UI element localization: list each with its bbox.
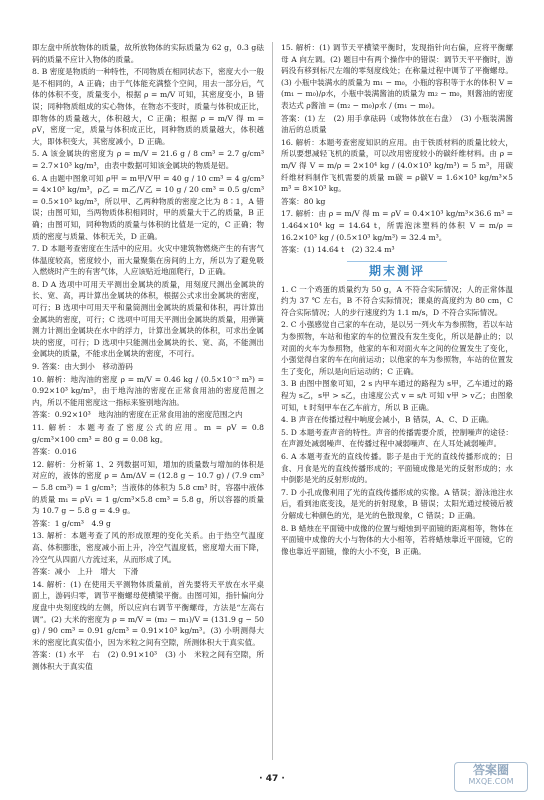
watermark-url: MXQE.COM	[468, 777, 514, 786]
section-title: 期末测评	[347, 261, 447, 281]
answer-paragraph: 8. B 蜡烛在平面镜中成像的位置与蜡烛到平面镜的距离相等，物体在平面镜中成像的大小与物体的大小相等，若将蜡烛靠近平面镜，它的像也靠近平面镜，像的大小不变，B 正确。	[281, 523, 513, 556]
answer-paragraph: 10. 解析：地沟油的密度 ρ = m/V = 0.46 kg / (0.5×10⁻³ m³) = 0.92×10³ kg/m³，由于地沟油的密度在正常食用油的密度范围之内，所以不能用密度这一指标来鉴别地沟油。	[32, 374, 264, 407]
right-column-top	[281, 42, 513, 256]
answer-paragraph: 12. 解析：分析第 1、2 列数据可知，增加的质量数与增加的体积是对应的，液体的密度 ρ = Δm/ΔV = (12.8 g − 10.7 g) / (7.9 cm³ − 5.8 cm³) = 1 g/cm³；当液体的体积为 5.8 cm³ 时，容器中液体的质量 m₁ = ρV₁ = 1 g/cm³×5.8 cm³ = 5.8 g，所以容器的质量为 10.7 g − 5.8 g = 4.9 g。	[32, 459, 264, 516]
answer-paragraph: 答案：80 kg	[281, 196, 326, 206]
answer-paragraph: 8. B 密度是物质的一种特性，不同物质在相同状态下，密度大小一般是不相同的，A 正确；由于气体能充满整个空间，用去一部分后，气体的体积不变，质量变小，根据 ρ = m/V 可知，其密度变小，B 错误；同种物质组成的实心物体，在物态不变时，质量与体积成正比，即物体的质量越大，体积越大，C 正确；根据 ρ = m/V 得 m = ρV，密度一定，质量与体积成正比，同种物质的质量越大，体积越大，即体积变大，其密度减小，D 正确。	[32, 67, 264, 146]
answer-paragraph: 17. 解析：由 ρ = m/V 得 m = ρV = 0.4×10³ kg/m³×36.6 m³ = 1.464×10⁴ kg = 14.64 t，所需泡沫塑料的体积 V = m/ρ = 16.2×10³ kg / (0.5×10³ kg/m³) = 32.4 m³。	[281, 209, 513, 242]
answer-paragraph: 9. 答案：由大到小 移动游码	[32, 362, 133, 372]
answer-paragraph: 答案：0.92×10³ 地沟油的密度在正常食用油的密度范围之内	[32, 410, 243, 420]
answer-paragraph: 4. B 声音在传播过程中响度会减小，B 错误，A、C、D 正确。	[281, 415, 494, 425]
answer-paragraph: 6. A 本题考查光的直线传播。影子是由于光的直线传播形成的；日食、月食是光的直线传播形成的；平面镜成像是光的反射形成的；水中倒影是光的反射形成的。	[281, 452, 513, 485]
answer-paragraph: 11. 解析：本题考查了密度公式的应用。m = ρV = 0.8 g/cm³×100 cm³ = 80 g = 0.08 kg。	[32, 423, 264, 444]
answer-paragraph: 答案：(1) 14.64 t (2) 32.4 m³	[281, 245, 395, 255]
answer-paragraph: 答案：1 g/cm³ 4.9 g	[32, 518, 111, 528]
answer-paragraph: 16. 解析：本题考查密度知识的应用。由于铁质材料的质量比较大，所以要想减轻飞机的质量，可以改用密度较小的碳纤维材料。由 ρ = m/V 得 V = m/ρ = 2×10⁴ kg / (4.0×10³ kg/m³) = 5 m³，用碳纤维材料制作飞机需要的质量 m碳 = ρ碳V = 1.6×10³ kg/m³×5 m³ = 8×10³ kg。	[281, 137, 513, 194]
left-column	[32, 42, 264, 760]
answer-paragraph: 答案：(1) 水平 右 (2) 0.91×10³ (3) 小 米粒之间有空隙，所测体积大于真实值	[32, 650, 264, 671]
answer-paragraph: 13. 解析：本题考查了风的形成原理的变化关系。由于热空气温度高、体积膨胀，密度减小而上升，冷空气温度低，密度增大而下降，冷空气从四面八方流过来，从而形成了风。	[32, 531, 264, 564]
answer-paragraph: 即左盘中所放物体的质量，故所放物体的实际质量为 62 g，0.3 g砝码的质量不应计入物体的质量。	[32, 43, 264, 64]
answer-paragraph: 1. C 一个鸡蛋的质量约为 50 g，A 不符合实际情况；人的正常体温约为 37 ℃ 左右，B 不符合实际情况；课桌的高度约为 80 cm，C 符合实际情况；人的步行速度约为 1.1 m/s，D 不符合实际情况。	[281, 284, 513, 317]
answer-paragraph: 5. D 本题考查声音的特性。声音的传播需要介质，控制噪声的途径：在声源处减弱噪声、在传播过程中减弱噪声、在人耳处减弱噪声。	[281, 427, 513, 449]
watermark-logo	[454, 762, 528, 792]
right-column	[281, 42, 513, 760]
right-column-bottom	[281, 284, 513, 558]
answer-paragraph: 答案：0.016	[32, 447, 77, 457]
answer-paragraph: 3. B 由图中图象可知，2 s 内甲车通过的路程为 s甲，乙车通过的路程为 s乙，s甲 > s乙，由速度公式 v = s/t 可知 v甲 > v乙；由图象可知，t 时刻甲车在乙车前方，所以 B 正确。	[281, 379, 513, 412]
answer-paragraph: 6. A 由题中图象可知 ρ甲 = m甲/V甲 = 40 g / 10 cm³ = 4 g/cm³ = 4×10³ kg/m³，ρ乙 = m乙/V乙 = 10 g / 20 cm³ = 0.5 g/cm³ = 0.5×10³ kg/m³，所以甲、乙两种物质的密度之比为 8∶1，A 错误；由图可知，当两物质体积相同时，甲的质量大于乙的质量，B 正确；由图可知，同种物质的质量与体积的比值是一定的，C 正确；物质的密度与质量、体积无关，D 正确。	[32, 173, 264, 241]
watermark-title: 答案圈	[472, 763, 509, 777]
answer-paragraph: 答案：(1) 左 (2) 用手拿砝码（或物体放在右盘） (3) 小瓶装满酱油后的总质量	[281, 113, 513, 135]
answer-paragraph: 14. 解析：(1) 在使用天平测物体质量前，首先要将天平放在水平桌面上，游码归零，调节平衡螺母使横梁平衡。由图可知，指针偏向分度盘中央刻度线的左侧，所以应向右调节平衡螺母，方法是“左高右调”。(2) 大米的密度为 ρ = m/V = (m₂ − m₁)/V = (131.9 g − 50 g) / 90 cm³ = 0.91 g/cm³ = 0.91×10³ kg/m³。(3) 小明测得大米的密度比真实值小，因为米粒之间有空隙，所测体积大于真实值。	[32, 579, 264, 647]
answer-paragraph: 8. D A 选项中可用天平测出金属块的质量，用刻度尺测出金属块的长、宽、高，再计算出金属块的体积，根据公式求出金属块的密度，可行；B 选项中可用天平和量筒测出金属块的质量和体积，再计算出金属块的密度，可行；C 选项中可用天平测出金属块的质量，用弹簧测力计测出金属块在水中的浮力，计算出金属块的体积，可求出金属块的密度，可行；D 选项中只能测出金属块的长、宽、高，不能测出金属块的质量，不能求出金属块的密度，不可行。	[32, 279, 264, 359]
column-divider	[272, 42, 273, 760]
answer-paragraph: 2. C 小强感觉自己家的车在动，是以另一列火车为参照物，若以车站为参照物，车站和他家的车的位置没有发生变化，所以是静止的；以对面的火车为参照物，他家的车和对面火车之间的位置发生了变化，小强觉得自家的车在向前运动；以他家的车为参照物，车站的位置发生了变化，所以是向后运动的；C 正确。	[281, 320, 513, 376]
page-number: · 47 ·	[259, 774, 285, 785]
answer-paragraph: 答案：减小 上升 增大 下滑	[32, 567, 139, 577]
answer-paragraph: 5. A 该金属块的密度为 ρ = m/V = 21.6 g / 8 cm³ = 2.7 g/cm³ = 2.7×10³ kg/m³，由表中数据可知该金属块的物质是铝。	[32, 149, 264, 170]
answer-paragraph: 7. D 本题考查密度在生活中的应用。火灾中建筑物燃烧产生的有害气体温度较高，密度较小，而大量聚集在房间的上方，所以为了避免吸入燃烧时产生的有害气体，人应该贴近地面爬行，D 正确。	[32, 244, 264, 277]
answer-paragraph: 15. 解析：(1) 调节天平横梁平衡时，发现指针向右偏，应将平衡螺母 A 向左调。(2) 题目中有两个操作中的错误：调节天平平衡时，游码没有移到标尺左端的零刻度线处；在称量过程中调节了平衡螺母。(3) 小瓶中装满水的质量为 m₁ − m₀，小瓶的容积等于水的体积 V = (m₁ − m₀)/ρ水，小瓶中装满酱油的质量为 m₂ − m₀，则酱油的密度表达式 ρ酱油 = (m₂ − m₀)ρ水 / (m₁ − m₀)。	[281, 43, 513, 110]
answer-paragraph: 7. D 小孔成像利用了光的直线传播形成的实像。A 错误；游泳池注水后，看到池底变浅，是光的折射现象，B 错误；太阳光通过棱镜后被分解成七种颜色的光，是光的色散现象，C 错误；D 正确。	[281, 487, 513, 520]
section-header	[281, 257, 513, 284]
